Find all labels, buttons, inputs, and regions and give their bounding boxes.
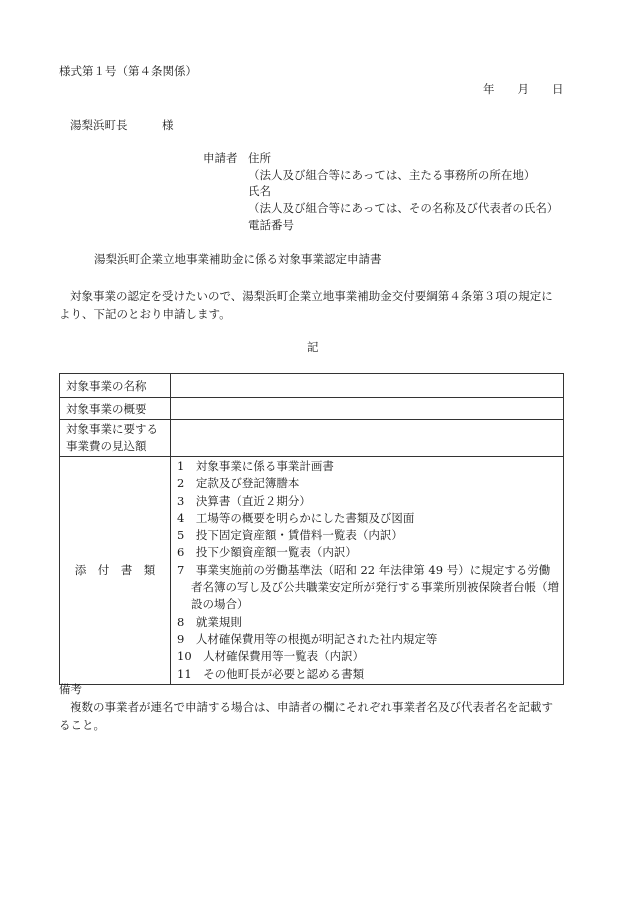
project-name-label: 対象事業の名称 (60, 374, 171, 398)
applicant-label: 申請者 (203, 151, 238, 165)
attachment-item: 5 投下固定資産額・賃借料一覧表（内訳） (177, 528, 403, 543)
attachment-item-7-continued: 設の場合） (191, 597, 249, 612)
attachments-label: 添 付 書 類 (60, 457, 171, 685)
attachment-item: 4 工場等の概要を明らかにした書類及び図面 (177, 510, 415, 525)
notes-heading: 備考 (59, 682, 82, 696)
name-label: 氏名 (248, 184, 271, 198)
attachment-item-7: 7 事業実施前の労働基準法（昭和 22 年法律第 49 号）に規定する労働 (177, 562, 551, 577)
estimated-cost-label-line-1: 対象事業に要する (66, 422, 158, 436)
attachment-item: 6 投下少額資産額一覧表（内訳） (177, 545, 357, 560)
address-note: （法人及び組合等にあっては、主たる事務所の所在地） (248, 168, 536, 182)
notes-line-2: ること。 (59, 718, 105, 732)
estimated-cost-value[interactable] (171, 420, 564, 457)
attachment-item-7-continued: 者名簿の写し及び公共職業安定所が発行する事業所別被保険者台帳（増 (191, 580, 559, 595)
attachment-item: 10 人材確保費用等一覧表（内訳） (177, 649, 365, 664)
attachment-item: 2 定款及び登記簿謄本 (177, 476, 300, 491)
project-overview-value[interactable] (171, 398, 564, 420)
body-line-2: より、下記のとおり申請します。 (59, 307, 231, 321)
name-note: （法人及び組合等にあっては、その名称及び代表者の氏名） (248, 201, 559, 215)
attachment-item: 11 その他町長が必要と認める書類 (177, 666, 365, 681)
estimated-cost-label (60, 420, 171, 457)
application-table (59, 373, 564, 685)
attachment-item: 3 決算書（直近２期分） (177, 493, 311, 508)
body-line-1: 対象事業の認定を受けたいので、湯梨浜町企業立地事業補助金交付要綱第４条第３項の規定に (70, 289, 553, 303)
notes-line-1: 複数の事業者が連名で申請する場合は、申請者の欄にそれぞれ事業者名及び代表者名を記載す (70, 700, 553, 714)
project-name-value[interactable] (171, 374, 564, 398)
estimated-cost-label-line-2: 事業費の見込額 (66, 439, 147, 453)
attachment-item: 9 人材確保費用等の根拠が明記された社内規定等 (177, 631, 438, 646)
phone-label: 電話番号 (248, 218, 294, 232)
attachment-item: 8 就業規則 (177, 614, 242, 629)
ki-heading: 記 (307, 340, 319, 354)
project-overview-label: 対象事業の概要 (60, 398, 171, 420)
date-line: 年 月 日 (483, 82, 564, 96)
form-number: 様式第１号（第４条関係） (59, 64, 197, 78)
attachments-list (171, 457, 564, 685)
attachment-item: 1 対象事業に係る事業計画書 (177, 459, 334, 473)
recipient-line: 湯梨浜町長 様 (70, 118, 174, 132)
address-label: 住所 (248, 151, 271, 165)
document-title: 湯梨浜町企業立地事業補助金に係る対象事業認定申請書 (94, 252, 382, 266)
